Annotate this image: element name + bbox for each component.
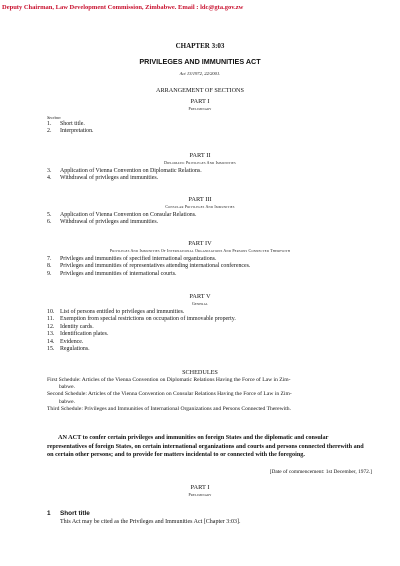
part-5-block — [0, 293, 400, 353]
item-text: Interpretation. — [60, 128, 94, 135]
item-number: 11. — [47, 316, 55, 323]
schedule-first-line2: babwe. — [59, 384, 75, 391]
list-item — [0, 331, 400, 338]
part-title: PART II — [189, 152, 211, 159]
part-subtitle: Privileges And Immunities Of International Organizations And Persons Connected Therewith — [109, 249, 291, 253]
list-item — [0, 263, 400, 270]
part-subtitle: Diplomatic Privileges And Immunities — [164, 161, 236, 165]
schedule-third: Third Schedule: Privileges and Immunities of International Organizations and Persons Connected Therewith. — [47, 405, 291, 412]
item-text: Privileges and immunities of representatives attending international conferences. — [60, 263, 251, 270]
item-number: 7. — [47, 256, 52, 262]
chapter-number: CHAPTER 3:03 — [175, 42, 225, 50]
item-number: 15. — [47, 346, 55, 353]
item-text: Application of Vienna Convention on Consular Relations. — [60, 212, 197, 218]
list-item — [0, 316, 400, 323]
part-title: PART IV — [188, 240, 212, 247]
section-heading-text: Short title — [60, 510, 90, 517]
item-text: Evidence. — [60, 338, 84, 345]
item-text: Identification plates. — [60, 331, 109, 338]
act-title: PRIVILEGES AND IMMUNITIES ACT — [139, 57, 261, 66]
part-subtitle: Preliminary — [188, 107, 212, 111]
section-heading — [47, 510, 90, 517]
item-number: 6. — [47, 219, 52, 226]
schedule-first — [0, 377, 400, 391]
item-number: 4. — [47, 175, 52, 182]
section-number: 1 — [47, 510, 51, 517]
item-number: 13. — [47, 331, 55, 338]
schedule-second-line1: Second Schedule: Articles of the Vienna Convention on Consular Relations Having the Force of Law in Zim- — [47, 391, 292, 398]
part-3-block — [0, 196, 400, 227]
item-text: Application of Vienna Convention on Diplomatic Relations. — [60, 168, 202, 174]
list-item — [0, 128, 400, 135]
schedule-first-line1: First Schedule: Articles of the Vienna Convention on Diplomatic Relations Having the Force of Law in Zim- — [47, 377, 291, 383]
list-item — [0, 175, 400, 182]
page-header: Deputy Chairman, Law Development Commission, Zimbabwe. Email : ldc@gta.gov.zw — [2, 4, 244, 11]
list-item — [0, 271, 400, 278]
part-title: PART V — [189, 293, 211, 300]
item-number: 8. — [47, 263, 52, 270]
part-2-block — [0, 152, 400, 183]
arrangement-heading: ARRANGEMENT OF SECTIONS — [156, 87, 244, 94]
item-text: Withdrawal of privileges and immunities. — [60, 175, 159, 182]
item-text: Identity cards. — [60, 323, 94, 330]
part-subtitle: General — [191, 302, 209, 306]
part-subtitle: Consular Privileges And Immunities — [165, 205, 235, 209]
part-1-block — [0, 98, 400, 136]
item-number: 12. — [47, 323, 55, 330]
list-item — [0, 339, 400, 346]
body-part-1 — [0, 484, 400, 498]
item-number: 3. — [47, 168, 52, 174]
part-title: PART I — [190, 484, 210, 491]
item-text: Short title. — [60, 121, 85, 127]
part-title: PART III — [188, 196, 212, 203]
section-label: Section — [47, 115, 61, 120]
schedule-second — [0, 391, 400, 405]
item-text: Regulations. — [60, 346, 90, 353]
part-title: PART I — [190, 98, 210, 105]
part-4-block — [0, 240, 400, 278]
schedules-block — [0, 369, 400, 413]
schedule-second-line2: babwe. — [59, 398, 75, 405]
item-number: 1. — [47, 121, 52, 127]
commencement-date: [Date of commencement: 1st December, 1972.] — [269, 469, 372, 475]
schedules-title: SCHEDULES — [182, 369, 218, 376]
item-text: Privileges and immunities of international courts. — [60, 270, 177, 277]
preamble: AN ACT to confer certain privileges and immunities on foreign States and the diplomatic and consular representatives of foreign States, on certain international organizations and courts and persons connected therewith and on certain other persons; and to provide for matters incidental to or connected with the foregoing. — [47, 434, 364, 459]
item-text: Withdrawal of privileges and immunities. — [60, 219, 159, 226]
item-number: 5. — [47, 212, 52, 218]
item-text: List of persons entitled to privileges and immunities. — [60, 309, 185, 315]
item-number: 14. — [47, 338, 55, 345]
item-number: 9. — [47, 270, 52, 277]
list-item — [0, 346, 400, 353]
list-item — [0, 219, 400, 226]
item-text: Privileges and immunities of specified international organizations. — [60, 256, 217, 262]
list-item — [0, 121, 400, 128]
item-text: Exemption from special restrictions on occupation of immovable property. — [60, 316, 236, 323]
item-number: 10. — [47, 309, 55, 315]
act-reference: Act 13/1972, 22/2001. — [179, 71, 221, 76]
section-text: This Act may be cited as the Privileges and Immunities Act [Chapter 3:03]. — [60, 519, 241, 525]
item-number: 2. — [47, 128, 52, 135]
part-subtitle: Preliminary — [188, 493, 212, 497]
